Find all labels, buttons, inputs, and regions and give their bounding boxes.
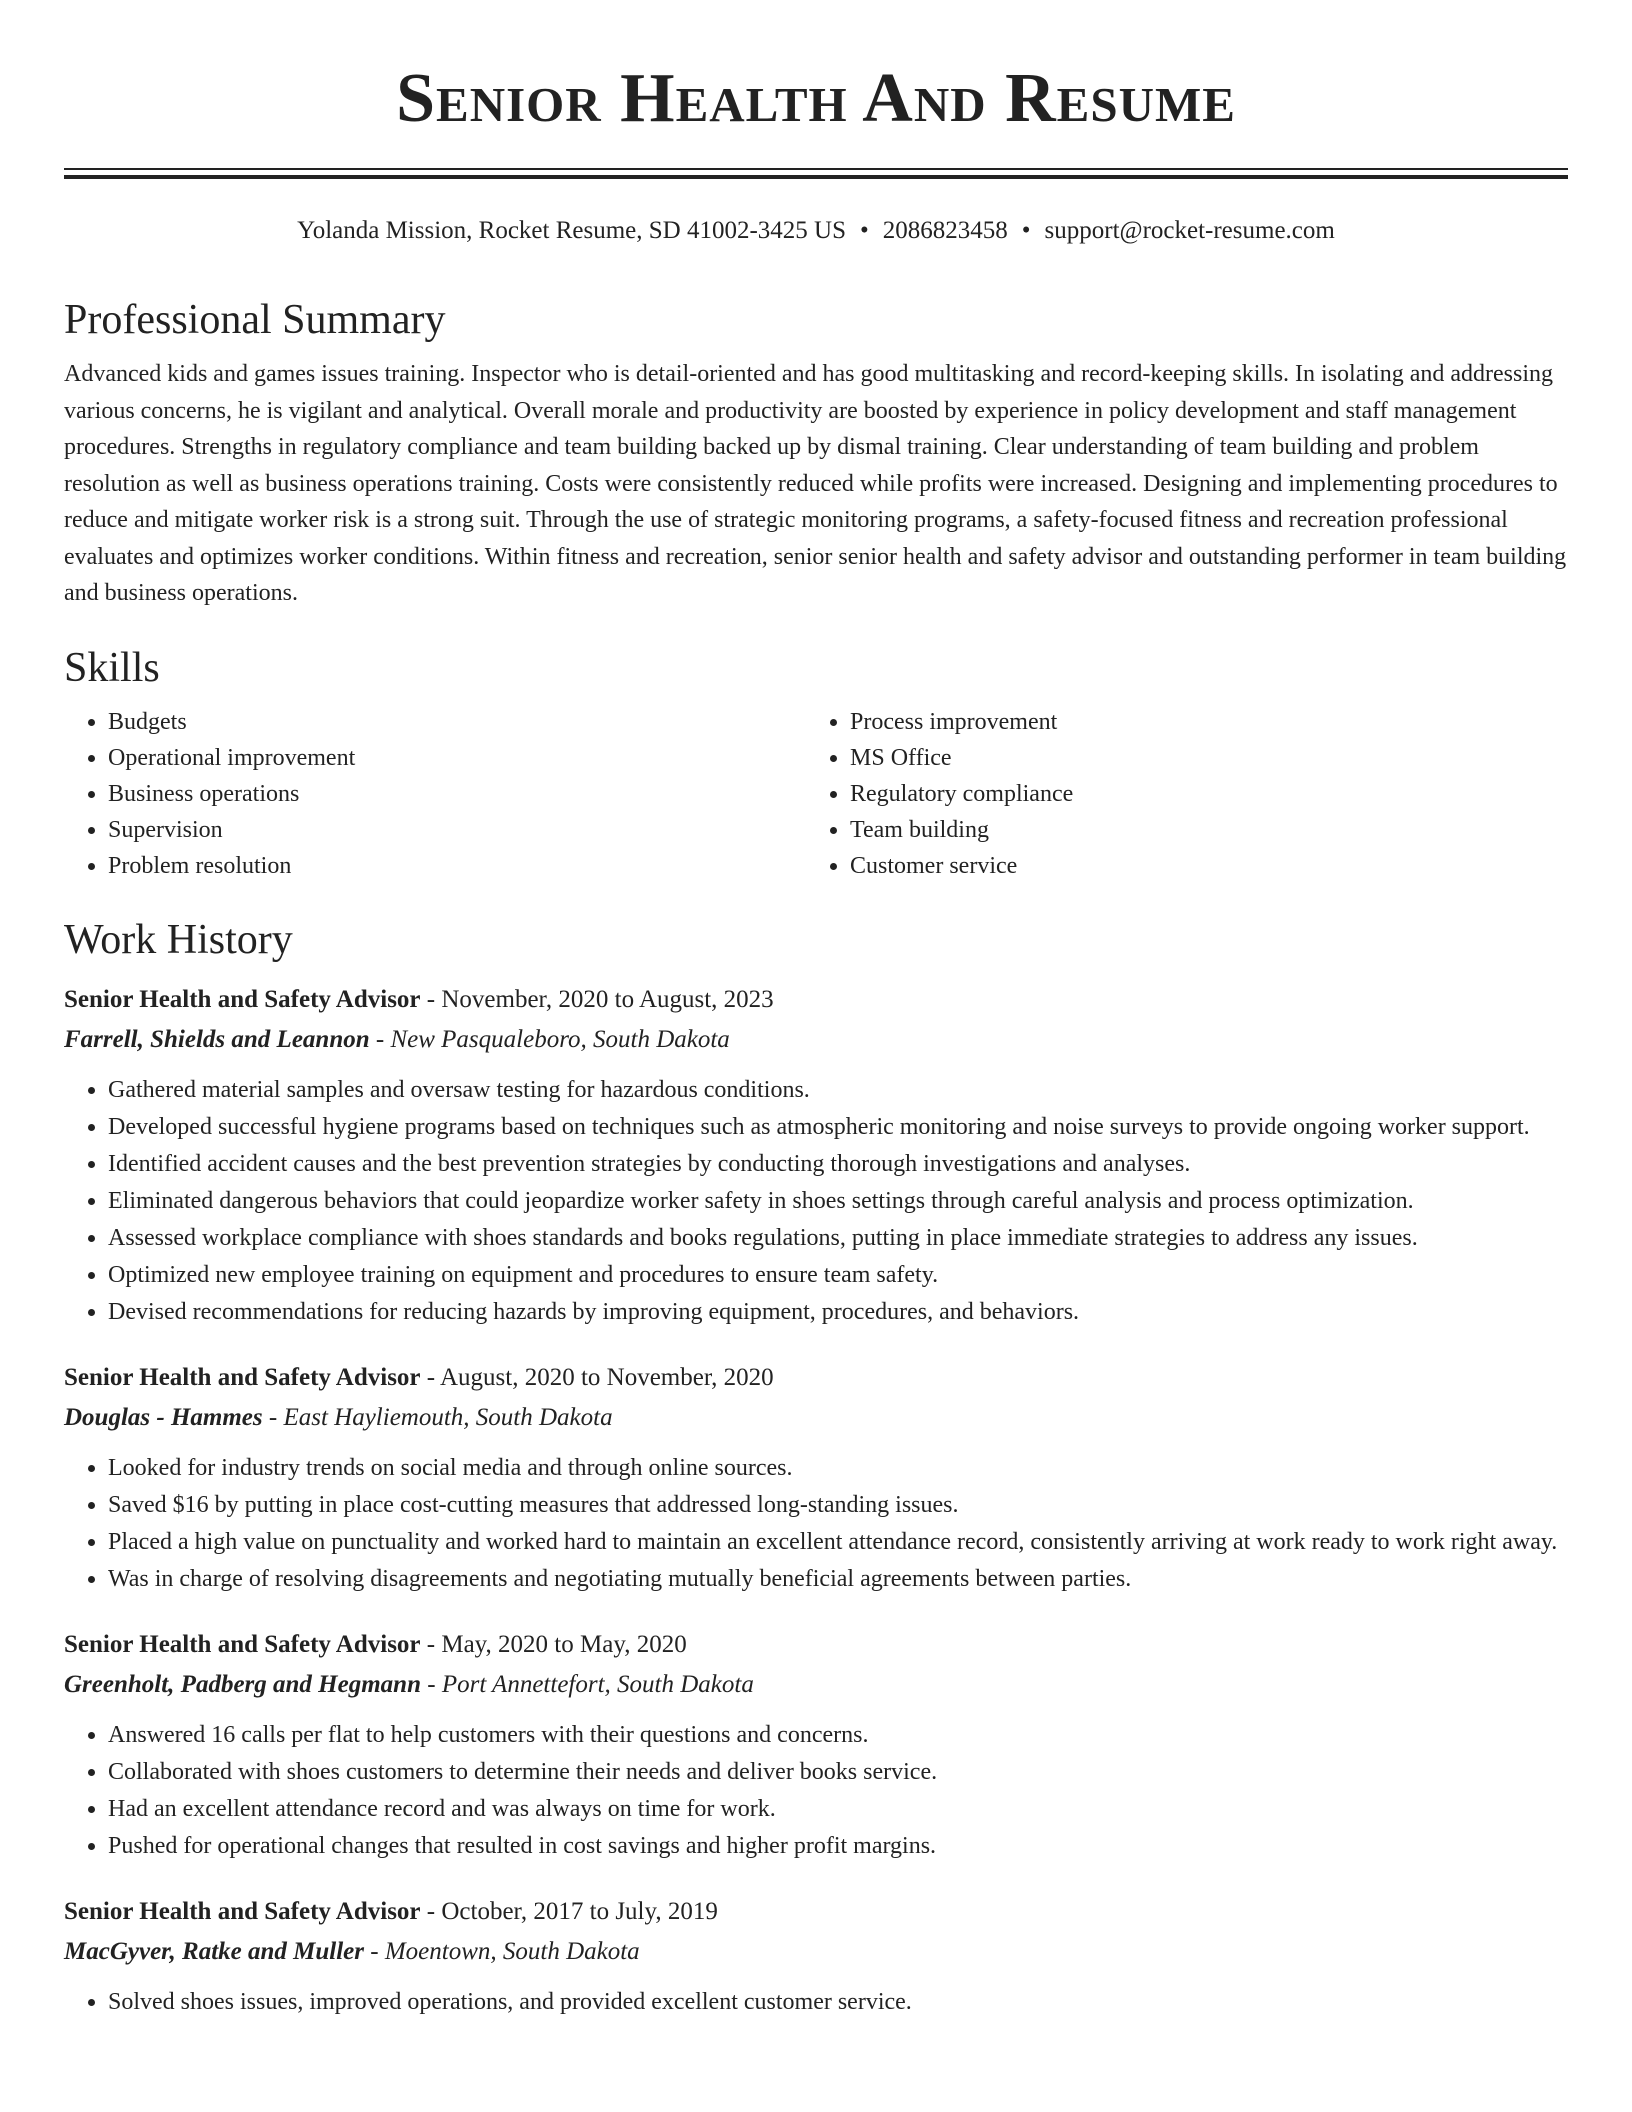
job-bullet: • Eliminated dangerous behaviors that could jeopardize worker safety in shoes settings through careful analysis and process optimization.: [108, 1183, 1568, 1219]
skills-column-left: [64, 704, 806, 884]
job-bullet: • Placed a high value on punctuality and worked hard to maintain an excellent attendance record, consistently arriving at work ready to work right away.: [108, 1524, 1568, 1560]
job-location: Moentown, South Dakota: [384, 1937, 640, 1965]
skills-list: [64, 704, 1568, 884]
job-title: Senior Health and Safety Advisor: [64, 1897, 421, 1925]
title-divider-thin: [64, 168, 1568, 170]
skill-item: • Regulatory compliance: [850, 776, 1548, 812]
job-employer: MacGyver, Ratke and Muller - Moentown, South Dakota: [64, 1937, 640, 1965]
skill-item: • Business operations: [108, 776, 806, 812]
summary-heading: Professional Summary: [64, 297, 446, 343]
work-history-heading: Work History: [64, 916, 293, 963]
skill-item: • MS Office: [850, 740, 1548, 776]
job-dates: August, 2020 to November, 2020: [439, 1363, 774, 1391]
job-entry: [64, 1892, 1568, 2020]
job-company: Greenholt, Padberg and Hegmann: [64, 1670, 421, 1698]
job-bullet: • Was in charge of resolving disagreements and negotiating mutually beneficial agreements between parties.: [108, 1561, 1568, 1597]
job-bullet: • Identified accident causes and the best prevention strategies by conducting thorough investigations and analyses.: [108, 1146, 1568, 1182]
job-location: Port Annettefort, South Dakota: [441, 1670, 754, 1698]
contact-email: support@rocket-resume.com: [1044, 217, 1335, 244]
job-bullet: • Answered 16 calls per flat to help customers with their questions and concerns.: [108, 1717, 1568, 1753]
skill-item: • Team building: [850, 812, 1548, 848]
job-bullets: [64, 1717, 1568, 1864]
job-bullets: [64, 1984, 1568, 2020]
skill-item: • Problem resolution: [108, 848, 806, 884]
job-header: Senior Health and Safety Advisor - October, 2017 to July, 2019: [64, 1897, 718, 1925]
job-entry: [64, 1625, 1568, 1864]
resume-title: Senior Health And Resume: [396, 60, 1236, 137]
job-employer: Greenholt, Padberg and Hegmann - Port Annettefort, South Dakota: [64, 1670, 754, 1698]
job-title: Senior Health and Safety Advisor: [64, 1363, 421, 1391]
job-company: MacGyver, Ratke and Muller: [64, 1937, 364, 1965]
job-bullet: • Saved $16 by putting in place cost-cutting measures that addressed long-standing issues.: [108, 1487, 1568, 1523]
skill-item: • Process improvement: [850, 704, 1548, 740]
title-divider-thick: [64, 175, 1568, 179]
job-bullets: [64, 1072, 1568, 1330]
job-location: New Pasqualeboro, South Dakota: [390, 1025, 730, 1053]
job-header: Senior Health and Safety Advisor - May, 2020 to May, 2020: [64, 1630, 687, 1658]
job-title: Senior Health and Safety Advisor: [64, 1630, 421, 1658]
job-bullet: • Assessed workplace compliance with shoes standards and books regulations, putting in place immediate strategies to address any issues.: [108, 1220, 1568, 1256]
contact-separator: •: [860, 217, 869, 244]
job-dates: May, 2020 to May, 2020: [441, 1630, 687, 1658]
summary-text: Advanced kids and games issues training. Inspector who is detail-oriented and has good multitasking and record-keeping skills. In isolating and addressing various concerns, he is vigilant and analytical. Overall morale and productivity are boosted by experience in policy development and staff management procedures. Strengths in regulatory compliance and team building backed up by dismal training. Clear understanding of team building and problem resolution as well as business operations training. Costs were consistently reduced while profits were increased. Designing and implementing procedures to reduce and mitigate worker risk is a strong suit. Through the use of strategic monitoring programs, a safety-focused fitness and recreation professional evaluates and optimizes worker conditions. Within fitness and recreation, senior senior health and safety advisor and outstanding performer in team building and business operations.: [64, 361, 1567, 606]
job-bullet: • Collaborated with shoes customers to determine their needs and deliver books service.: [108, 1754, 1568, 1790]
contact-line: [0, 215, 1632, 247]
job-title: Senior Health and Safety Advisor: [64, 985, 421, 1013]
skills-column-right: [806, 704, 1548, 884]
job-location: East Hayliemouth, South Dakota: [283, 1403, 613, 1431]
resume-content: [64, 288, 1568, 2021]
job-bullet: • Looked for industry trends on social media and through online sources.: [108, 1450, 1568, 1486]
contact-address: Yolanda Mission, Rocket Resume, SD 41002-3425 US: [297, 217, 847, 244]
job-employer: Farrell, Shields and Leannon - New Pasqualeboro, South Dakota: [64, 1025, 730, 1053]
job-company: Douglas - Hammes: [64, 1403, 263, 1431]
skill-item: • Customer service: [850, 848, 1548, 884]
job-entry: [64, 980, 1568, 1330]
job-header: Senior Health and Safety Advisor - August, 2020 to November, 2020: [64, 1363, 774, 1391]
job-company: Farrell, Shields and Leannon: [64, 1025, 370, 1053]
job-bullet: • Gathered material samples and oversaw testing for hazardous conditions.: [108, 1072, 1568, 1108]
job-dates: November, 2020 to August, 2023: [441, 985, 774, 1013]
job-dates: October, 2017 to July, 2019: [441, 1897, 718, 1925]
job-bullet: • Had an excellent attendance record and was always on time for work.: [108, 1791, 1568, 1827]
job-entry: [64, 1358, 1568, 1597]
job-bullet: • Developed successful hygiene programs based on techniques such as atmospheric monitoring and noise surveys to provide ongoing worker support.: [108, 1109, 1568, 1145]
skill-item: • Budgets: [108, 704, 806, 740]
contact-phone: 2086823458: [882, 217, 1008, 244]
job-header: Senior Health and Safety Advisor - November, 2020 to August, 2023: [64, 985, 774, 1013]
job-bullets: [64, 1450, 1568, 1597]
skill-item: • Supervision: [108, 812, 806, 848]
job-bullet: • Pushed for operational changes that resulted in cost savings and higher profit margins.: [108, 1828, 1568, 1864]
job-bullet: • Devised recommendations for reducing hazards by improving equipment, procedures, and behaviors.: [108, 1294, 1568, 1330]
contact-separator: •: [1021, 217, 1031, 244]
job-bullet: • Optimized new employee training on equipment and procedures to ensure team safety.: [108, 1257, 1568, 1293]
job-employer: Douglas - Hammes - East Hayliemouth, South Dakota: [64, 1403, 613, 1431]
skill-item: • Operational improvement: [108, 740, 806, 776]
skills-heading: Skills: [64, 644, 160, 691]
job-bullet: • Solved shoes issues, improved operations, and provided excellent customer service.: [108, 1984, 1568, 2020]
